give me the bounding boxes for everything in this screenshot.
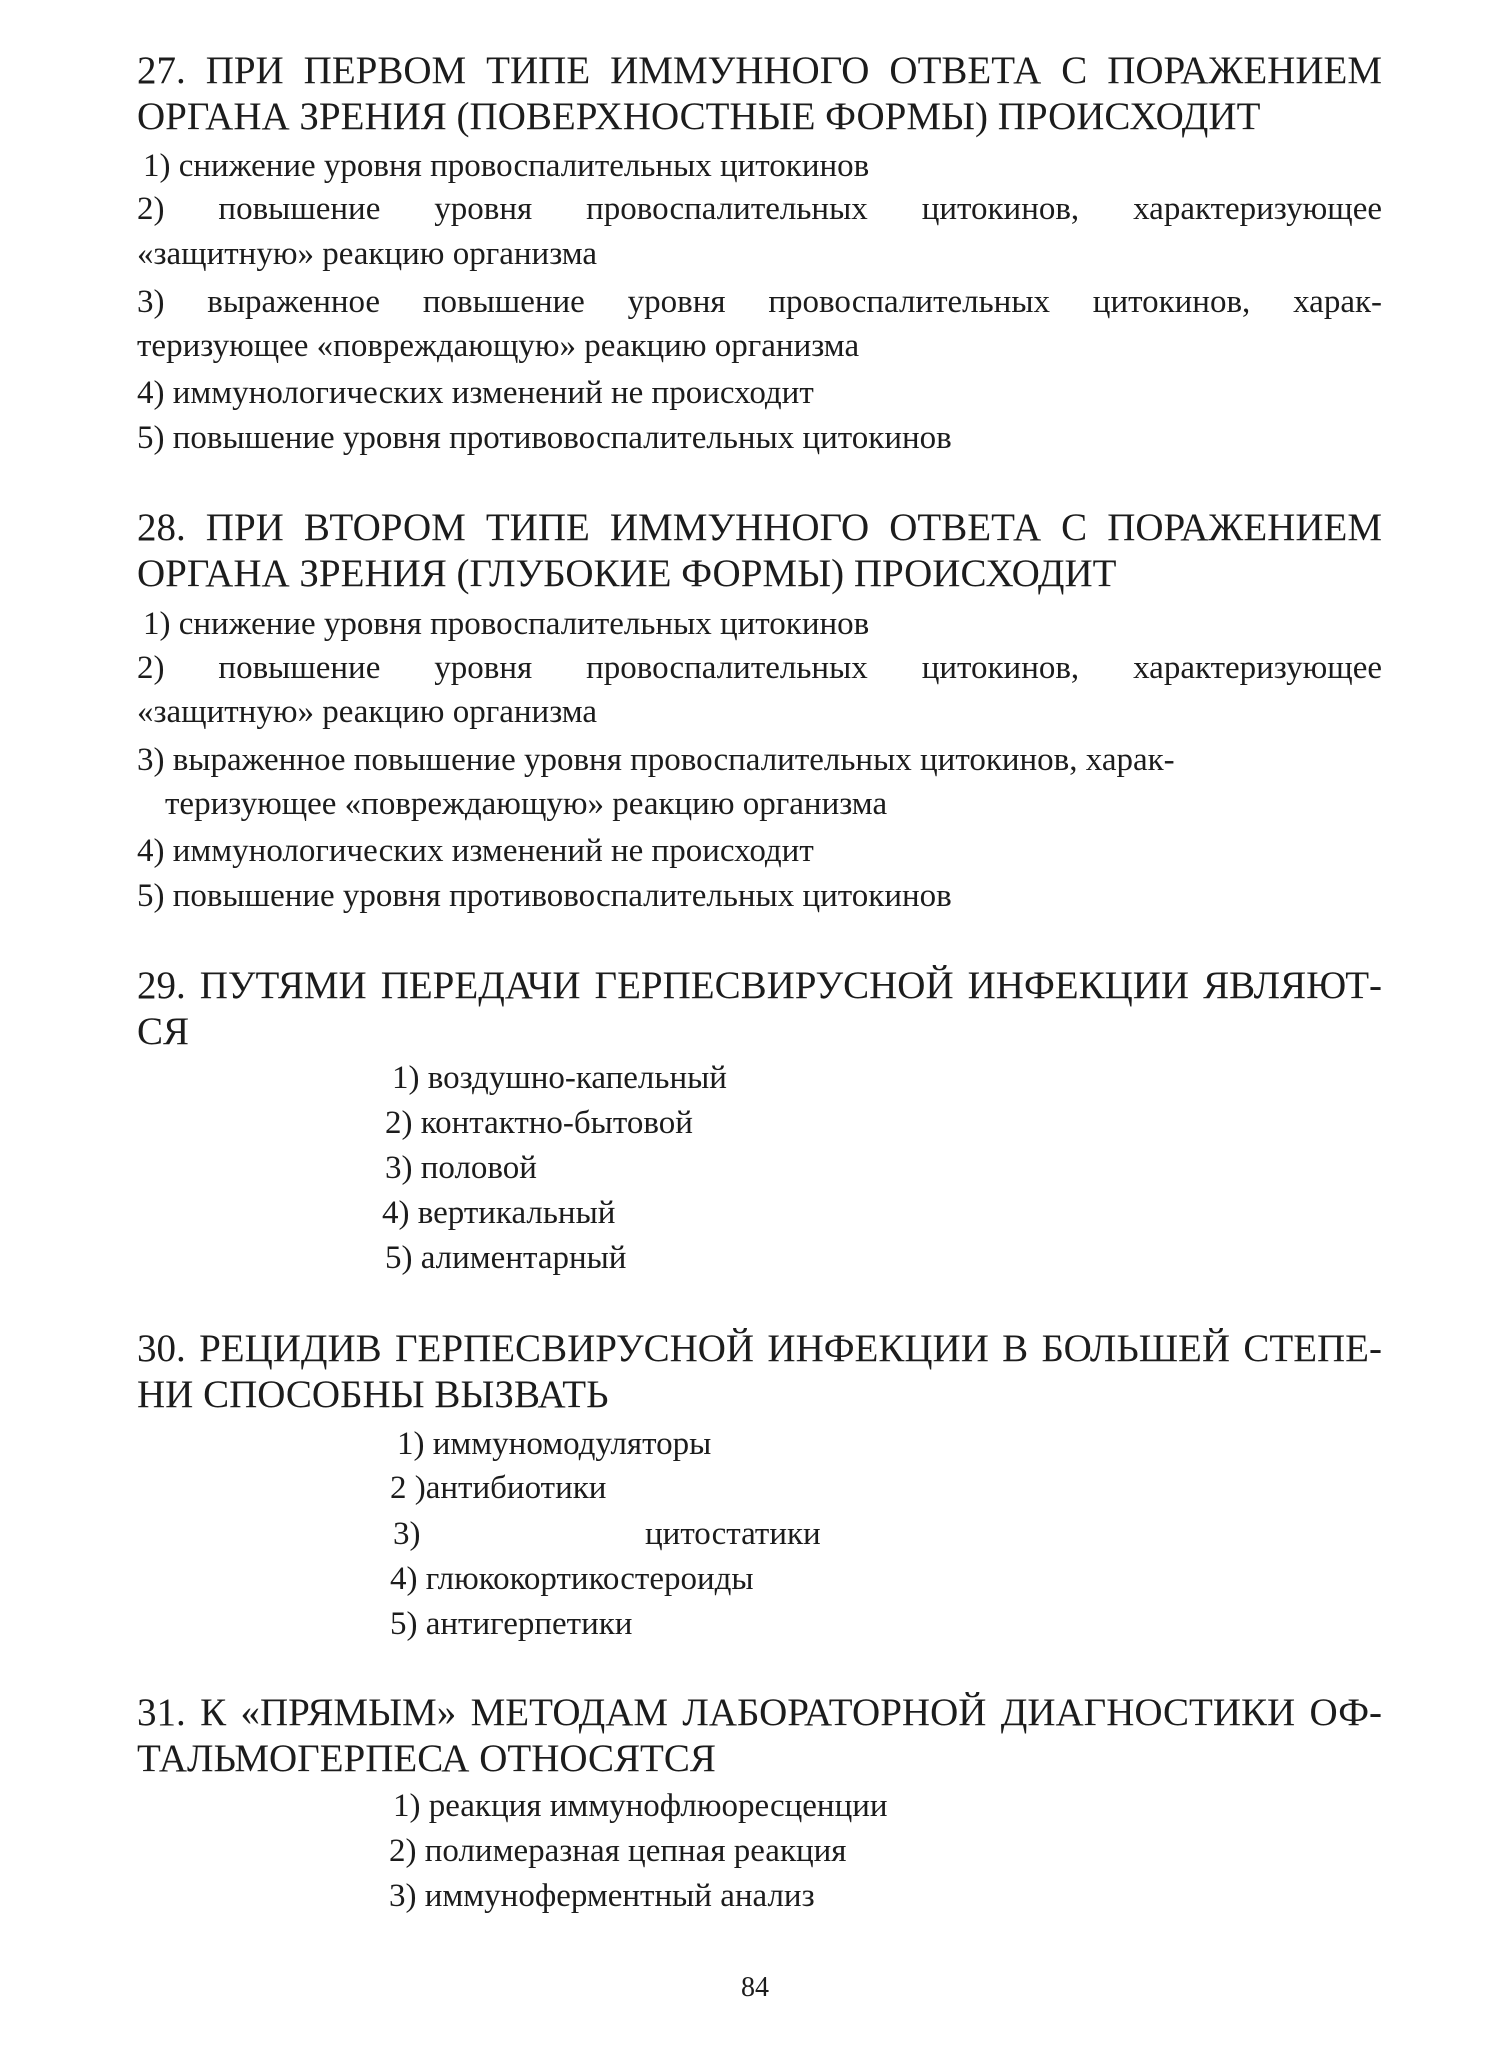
question-27-option-5: 5) повышение уровня противовоспалительных цитокинов	[137, 420, 952, 456]
question-31-title-line-1: 31. К «ПРЯМЫМ» МЕТОДАМ ЛАБОРАТОРНОЙ ДИАГНОСТИКИ ОФ-	[137, 1691, 1382, 1734]
question-30-title-line-2: НИ СПОСОБНЫ ВЫЗВАТЬ	[137, 1373, 609, 1416]
question-30-option-4: 4) глюкокортикостероиды	[390, 1561, 754, 1597]
question-30-option-3-number: 3)	[393, 1516, 421, 1552]
question-29-title-line-2: СЯ	[137, 1010, 190, 1053]
question-28-option-2-line-2: «защитную» реакцию организма	[137, 694, 598, 730]
question-31-option-1: 1) реакция иммунофлюоресценции	[393, 1788, 888, 1824]
question-27-title-line-2: ОРГАНА ЗРЕНИЯ (ПОВЕРХНОСТНЫЕ ФОРМЫ) ПРОИСХОДИТ	[137, 95, 1261, 138]
question-27-title-line-1: 27. ПРИ ПЕРВОМ ТИПЕ ИММУННОГО ОТВЕТА С ПОРАЖЕНИЕМ	[137, 49, 1382, 92]
question-29-title-line-1: 29. ПУТЯМИ ПЕРЕДАЧИ ГЕРПЕСВИРУСНОЙ ИНФЕКЦИИ ЯВЛЯЮТ-	[137, 964, 1382, 1007]
question-31-title-line-2: ТАЛЬМОГЕРПЕСА ОТНОСЯТСЯ	[137, 1737, 716, 1780]
question-27-option-2-line-1: 2) повышение уровня провоспалительных цитокинов, характеризующее	[137, 191, 1382, 227]
question-27-option-2-line-2: «защитную» реакцию организма	[137, 236, 598, 272]
question-28-option-5: 5) повышение уровня противовоспалительных цитокинов	[137, 878, 952, 914]
question-30-option-1: 1) иммуномодуляторы	[397, 1426, 712, 1462]
question-28-option-4: 4) иммунологических изменений не происходит	[137, 833, 814, 869]
question-28-option-2-line-1: 2) повышение уровня провоспалительных цитокинов, характеризующее	[137, 650, 1382, 686]
question-29-option-5: 5) алиментарный	[385, 1240, 627, 1276]
question-31-option-3: 3) иммуноферментный анализ	[389, 1878, 815, 1914]
question-29-option-3: 3) половой	[385, 1150, 537, 1186]
page-number: 84	[741, 1972, 769, 2003]
question-27-option-3-line-1: 3) выраженное повышение уровня провоспалительных цитокинов, харак-	[137, 284, 1382, 320]
question-28-title-line-1: 28. ПРИ ВТОРОМ ТИПЕ ИММУННОГО ОТВЕТА С ПОРАЖЕНИЕМ	[137, 506, 1382, 549]
question-27-option-3-line-2: теризующее «повреждающую» реакцию организма	[137, 328, 860, 364]
question-30-option-3-text: цитостатики	[645, 1516, 821, 1552]
question-30-option-5: 5) антигерпетики	[390, 1606, 633, 1642]
question-28-title-line-2: ОРГАНА ЗРЕНИЯ (ГЛУБОКИЕ ФОРМЫ) ПРОИСХОДИТ	[137, 552, 1117, 595]
question-28-option-3-line-1: 3) выраженное повышение уровня провоспалительных цитокинов, харак-	[137, 742, 1175, 778]
question-27-option-4: 4) иммунологических изменений не происходит	[137, 375, 814, 411]
question-30-option-2: 2 )антибиотики	[390, 1470, 607, 1506]
question-29-option-4: 4) вертикальный	[382, 1195, 616, 1231]
question-29-option-2: 2) контактно-бытовой	[385, 1105, 693, 1141]
question-31-option-2: 2) полимеразная цепная реакция	[389, 1833, 847, 1869]
question-29-option-1: 1) воздушно-капельный	[392, 1060, 727, 1096]
question-28-option-3-line-2: теризующее «повреждающую» реакцию организма	[165, 786, 888, 822]
question-28-option-1: 1) снижение уровня провоспалительных цитокинов	[143, 606, 870, 642]
question-27-option-1: 1) снижение уровня провоспалительных цитокинов	[143, 148, 870, 184]
question-30-title-line-1: 30. РЕЦИДИВ ГЕРПЕСВИРУСНОЙ ИНФЕКЦИИ В БОЛЬШЕЙ СТЕПЕ-	[137, 1327, 1382, 1370]
